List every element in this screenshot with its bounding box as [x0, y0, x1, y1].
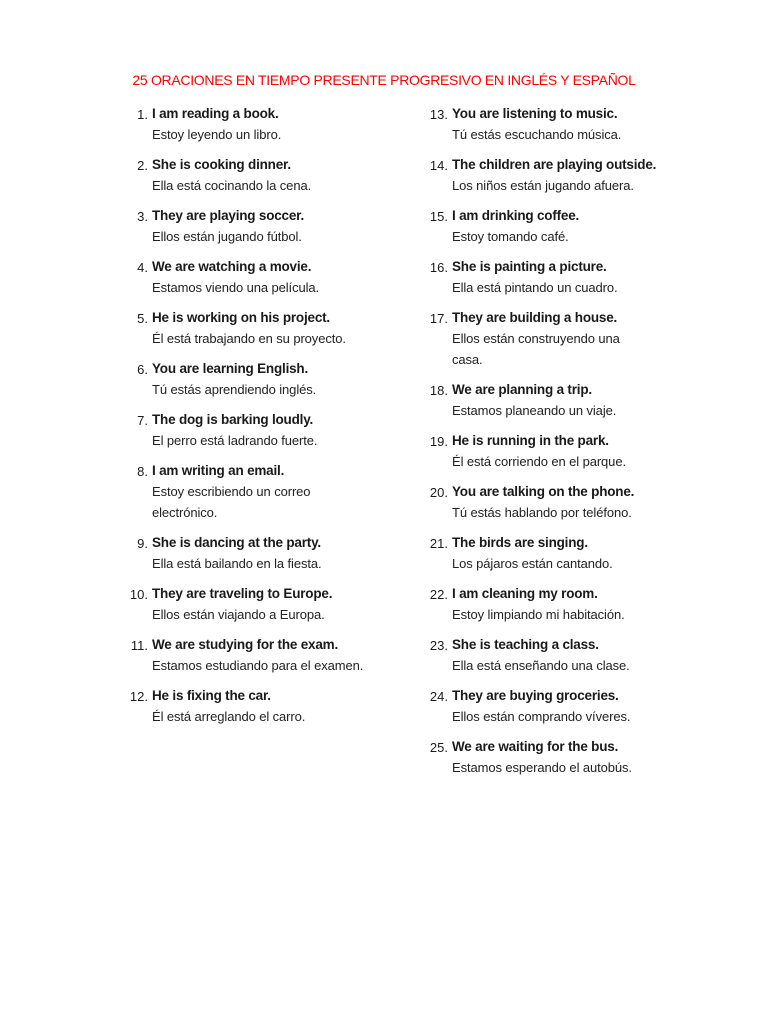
item-text — [152, 634, 391, 676]
list-item — [126, 358, 391, 400]
item-text — [152, 460, 391, 523]
english-sentence: I am reading a book. — [152, 106, 279, 121]
spanish-translation: Ellos están viajando a Europa. — [152, 607, 325, 622]
list-item — [426, 634, 676, 676]
list-item — [426, 103, 676, 145]
list-item — [126, 460, 391, 523]
spanish-translation: Él está corriendo en el parque. — [452, 454, 626, 469]
item-text — [152, 358, 391, 400]
list-item — [426, 256, 676, 298]
spanish-translation: Ellos están comprando víveres. — [452, 709, 631, 724]
item-text — [452, 430, 676, 472]
item-number: 10. — [129, 587, 148, 602]
spanish-translation: Tú estás aprendiendo inglés. — [152, 382, 317, 397]
english-sentence: She is cooking dinner. — [152, 157, 291, 172]
spanish-translation: El perro está ladrando fuerte. — [152, 433, 318, 448]
list-item — [126, 583, 391, 625]
item-number: 11. — [130, 638, 148, 653]
list-item — [426, 379, 676, 421]
item-text — [152, 256, 391, 298]
list-item — [426, 430, 676, 472]
spanish-translation: Tú estás escuchando música. — [452, 127, 622, 142]
spanish-translation: Ellos están construyendo una casa. — [452, 331, 620, 367]
item-text — [152, 532, 391, 574]
spanish-translation: Los pájaros están cantando. — [452, 556, 613, 571]
list-item — [126, 256, 391, 298]
item-text — [452, 307, 676, 370]
item-text — [152, 103, 391, 145]
spanish-translation: Él está arreglando el carro. — [152, 709, 306, 724]
list-item — [426, 154, 676, 196]
item-text — [452, 583, 676, 625]
list-item — [126, 634, 391, 676]
spanish-translation: Estamos viendo una película. — [152, 280, 320, 295]
list-item — [426, 307, 676, 370]
item-text — [152, 205, 391, 247]
list-item — [126, 154, 391, 196]
sentence-list-left — [126, 103, 391, 736]
item-text — [452, 532, 676, 574]
item-number: 16. — [429, 260, 448, 275]
spanish-translation: Ella está enseñando una clase. — [452, 658, 630, 673]
item-text — [152, 307, 391, 349]
item-text — [452, 103, 676, 145]
english-sentence: They are buying groceries. — [452, 688, 619, 703]
item-number: 25. — [429, 740, 448, 755]
spanish-translation: Estamos esperando el autobús. — [452, 760, 632, 775]
english-sentence: He is running in the park. — [452, 433, 609, 448]
english-sentence: We are watching a movie. — [152, 259, 312, 274]
english-sentence: The dog is barking loudly. — [152, 412, 314, 427]
list-item — [426, 736, 676, 778]
english-sentence: They are building a house. — [452, 310, 618, 325]
english-sentence: I am writing an email. — [152, 463, 285, 478]
list-item — [126, 685, 391, 727]
item-number: 3. — [137, 209, 148, 224]
english-sentence: You are listening to music. — [452, 106, 618, 121]
spanish-translation: Ella está bailando en la fiesta. — [152, 556, 322, 571]
english-sentence: You are talking on the phone. — [452, 484, 635, 499]
item-number: 5. — [137, 311, 148, 326]
spanish-translation: Estoy escribiendo un correo electrónico. — [152, 484, 311, 520]
item-text — [452, 481, 676, 523]
spanish-translation: Él está trabajando en su proyecto. — [152, 331, 346, 346]
english-sentence: She is dancing at the party. — [152, 535, 321, 550]
item-number: 8. — [137, 464, 148, 479]
item-number: 22. — [429, 587, 448, 602]
item-number: 18. — [429, 383, 448, 398]
spanish-translation: Tú estás hablando por teléfono. — [452, 505, 632, 520]
spanish-translation: Estoy limpiando mi habitación. — [452, 607, 625, 622]
spanish-translation: Ella está pintando un cuadro. — [452, 280, 618, 295]
list-item — [426, 532, 676, 574]
item-number: 19. — [429, 434, 448, 449]
english-sentence: They are traveling to Europe. — [152, 586, 333, 601]
english-sentence: I am cleaning my room. — [452, 586, 598, 601]
list-item — [426, 583, 676, 625]
item-number: 13. — [429, 107, 448, 122]
item-text — [452, 154, 676, 196]
english-sentence: He is working on his project. — [152, 310, 330, 325]
item-number: 1. — [137, 107, 148, 122]
sentence-list-right — [426, 103, 676, 787]
list-item — [126, 205, 391, 247]
item-number: 2. — [137, 158, 148, 173]
item-number: 20. — [429, 485, 448, 500]
spanish-translation: Estoy leyendo un libro. — [152, 127, 282, 142]
item-text — [452, 634, 676, 676]
item-text — [152, 409, 391, 451]
english-sentence: They are playing soccer. — [152, 208, 305, 223]
item-number: 14. — [429, 158, 448, 173]
item-number: 4. — [137, 260, 148, 275]
item-text — [452, 205, 676, 247]
english-sentence: We are studying for the exam. — [152, 637, 339, 652]
list-item — [126, 409, 391, 451]
english-sentence: He is fixing the car. — [152, 688, 271, 703]
spanish-translation: Ella está cocinando la cena. — [152, 178, 312, 193]
english-sentence: The children are playing outside. — [452, 157, 657, 172]
item-number: 24. — [429, 689, 448, 704]
english-sentence: The birds are singing. — [452, 535, 588, 550]
english-sentence: I am drinking coffee. — [452, 208, 580, 223]
item-text — [452, 379, 676, 421]
english-sentence: We are planning a trip. — [452, 382, 592, 397]
item-text — [152, 154, 391, 196]
item-number: 7. — [137, 413, 148, 428]
english-sentence: She is painting a picture. — [452, 259, 607, 274]
item-number: 15. — [429, 209, 448, 224]
spanish-translation: Ellos están jugando fútbol. — [152, 229, 302, 244]
item-text — [452, 736, 676, 778]
list-item — [426, 685, 676, 727]
page-title: 25 ORACIONES EN TIEMPO PRESENTE PROGRESIVO EN INGLÉS Y ESPAÑOL — [132, 72, 636, 88]
item-number: 12. — [129, 689, 148, 704]
item-text — [152, 583, 391, 625]
list-item — [126, 532, 391, 574]
list-item — [426, 481, 676, 523]
spanish-translation: Estoy tomando café. — [452, 229, 569, 244]
item-number: 6. — [137, 362, 148, 377]
item-number: 9. — [137, 536, 148, 551]
item-text — [452, 685, 676, 727]
list-item — [126, 103, 391, 145]
item-text — [152, 685, 391, 727]
item-number: 21. — [429, 536, 448, 551]
english-sentence: We are waiting for the bus. — [452, 739, 619, 754]
item-number: 17. — [429, 311, 448, 326]
spanish-translation: Estamos planeando un viaje. — [452, 403, 617, 418]
list-item — [426, 205, 676, 247]
english-sentence: You are learning English. — [152, 361, 309, 376]
item-number: 23. — [429, 638, 448, 653]
spanish-translation: Los niños están jugando afuera. — [452, 178, 634, 193]
spanish-translation: Estamos estudiando para el examen. — [152, 658, 364, 673]
list-item — [126, 307, 391, 349]
english-sentence: She is teaching a class. — [452, 637, 599, 652]
item-text — [452, 256, 676, 298]
